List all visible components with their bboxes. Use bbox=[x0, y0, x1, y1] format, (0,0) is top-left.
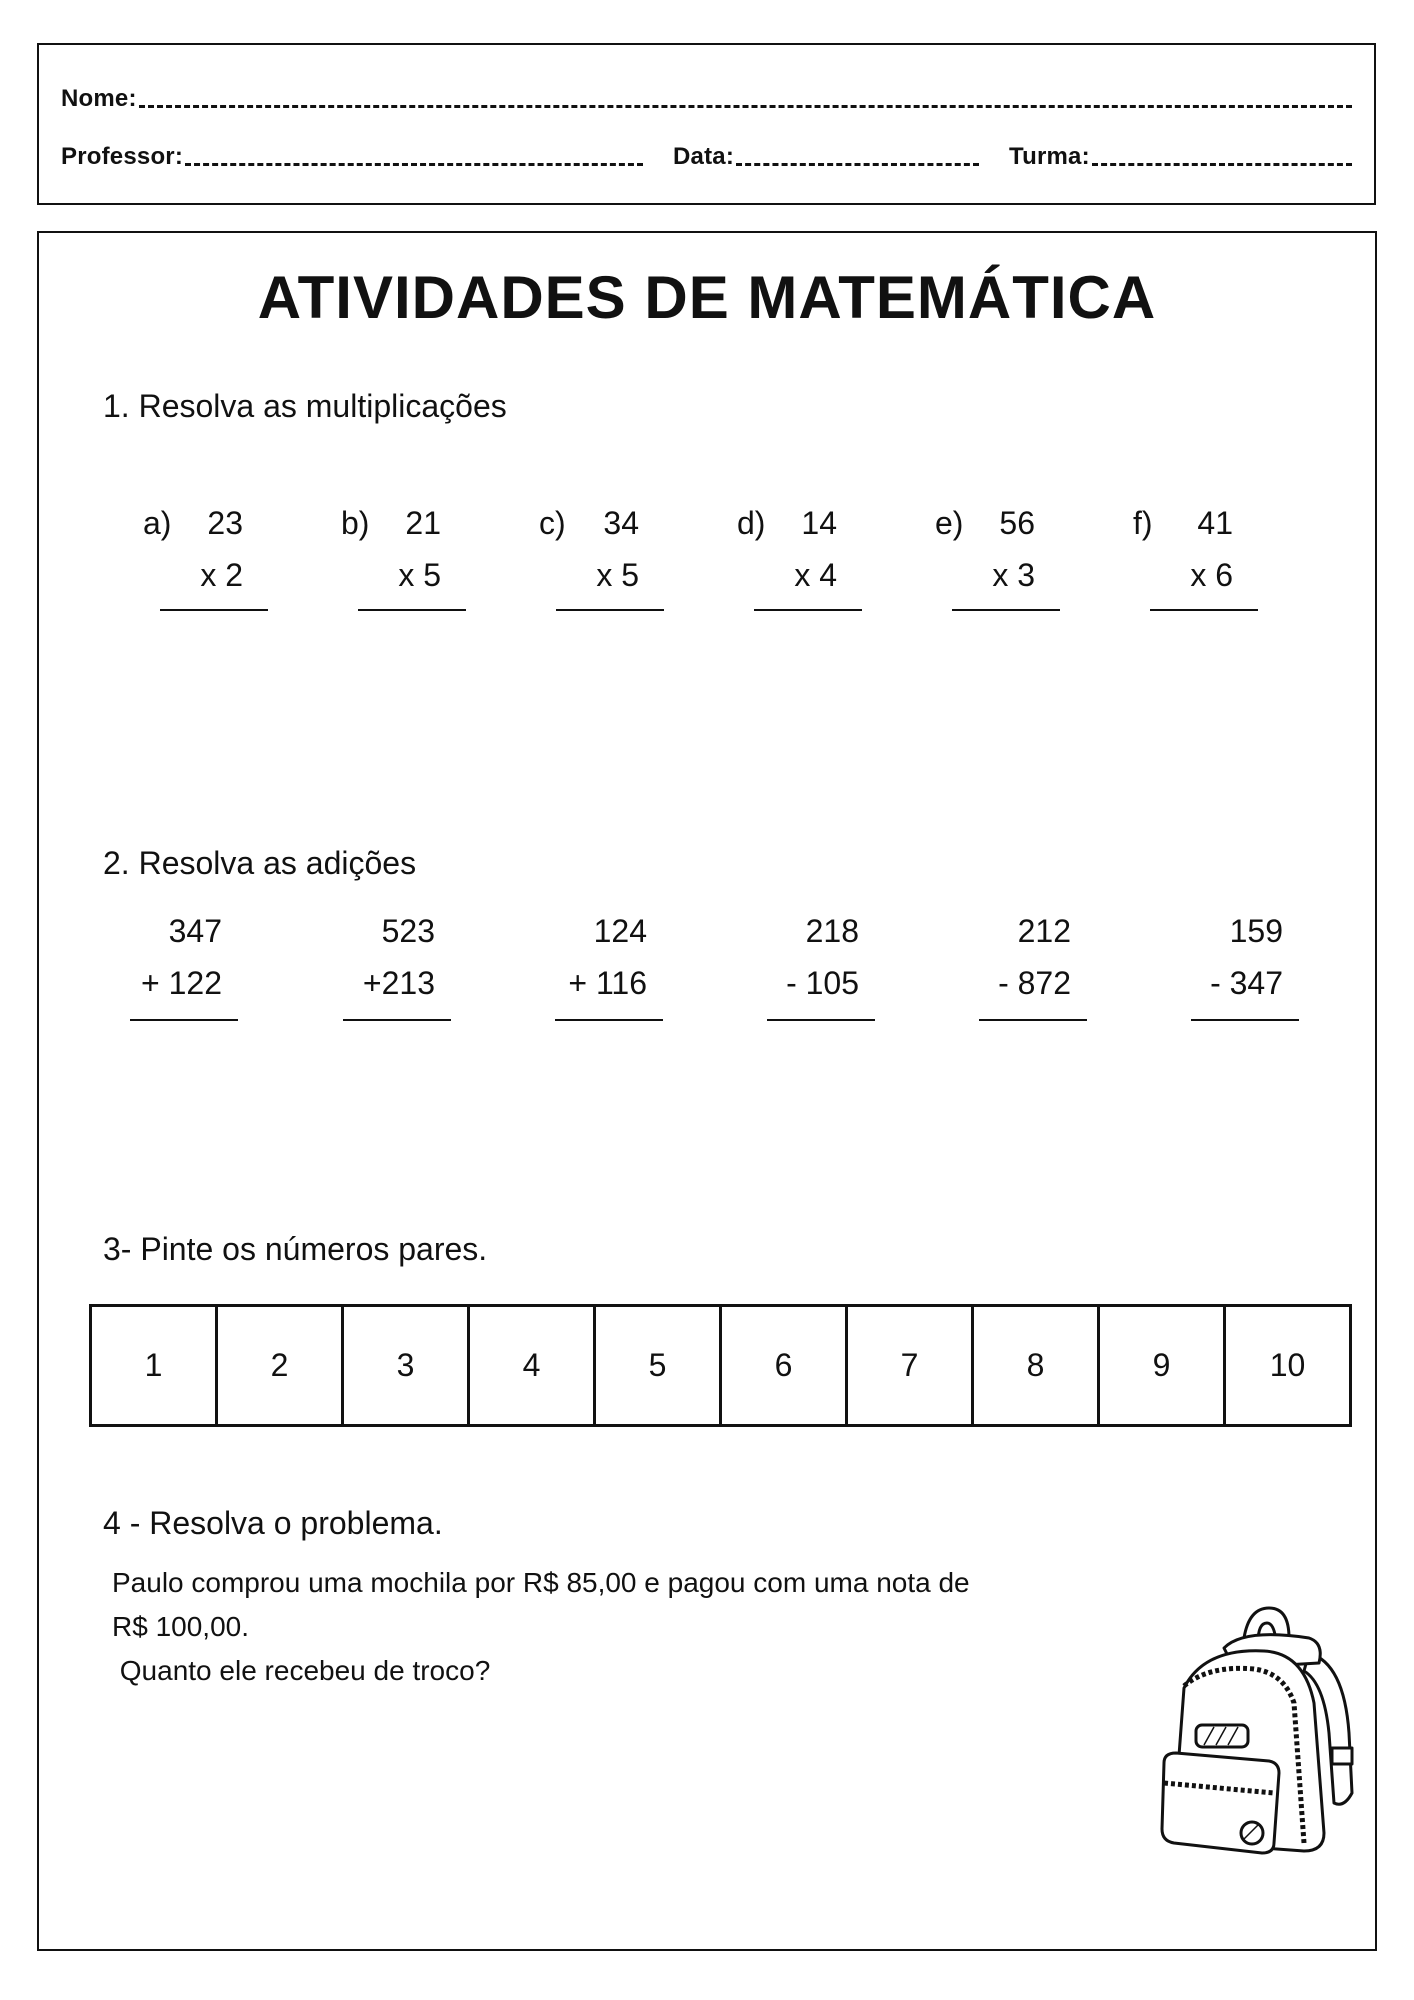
answer-line bbox=[1191, 1019, 1299, 1021]
nome-label: Nome: bbox=[61, 85, 137, 112]
answer-line bbox=[343, 1019, 451, 1021]
turma-blank[interactable] bbox=[1092, 163, 1352, 166]
problem-letter: a) bbox=[143, 505, 172, 541]
multiplicand: 23 bbox=[207, 505, 243, 541]
answer-line bbox=[1150, 609, 1258, 611]
answer-line bbox=[952, 609, 1060, 611]
number-cell[interactable]: 8 bbox=[973, 1306, 1099, 1426]
answer-line bbox=[767, 1019, 875, 1021]
second-operand: - 347 bbox=[1210, 965, 1283, 1001]
multiplicand: 14 bbox=[801, 505, 837, 541]
section1-heading: 1. Resolva as multiplicações bbox=[103, 388, 507, 424]
multiplicand: 34 bbox=[603, 505, 639, 541]
nome-blank[interactable] bbox=[139, 105, 1352, 108]
first-operand: 159 bbox=[1229, 913, 1283, 949]
section4-heading: 4 - Resolva o problema. bbox=[103, 1505, 443, 1541]
number-cell[interactable]: 4 bbox=[469, 1306, 595, 1426]
data-label: Data: bbox=[673, 143, 735, 170]
multiplication-problem-a bbox=[143, 505, 273, 615]
answer-line bbox=[754, 609, 862, 611]
problem-question: Quanto ele recebeu de troco? bbox=[112, 1655, 491, 1686]
answer-line bbox=[556, 609, 664, 611]
multiplier: x 5 bbox=[596, 557, 639, 593]
multiplication-problem-b bbox=[341, 505, 471, 615]
professor-field[interactable] bbox=[61, 143, 643, 171]
addition-problem-2 bbox=[339, 913, 459, 1023]
first-operand: 124 bbox=[593, 913, 647, 949]
problem-letter: c) bbox=[539, 505, 566, 541]
subtraction-problem-4 bbox=[763, 913, 883, 1023]
multiplier: x 4 bbox=[794, 557, 837, 593]
first-operand: 218 bbox=[805, 913, 859, 949]
answer-line bbox=[358, 609, 466, 611]
word-problem bbox=[112, 1561, 970, 1693]
number-cell[interactable]: 9 bbox=[1099, 1306, 1225, 1426]
multiplier: x 5 bbox=[398, 557, 441, 593]
answer-line bbox=[160, 609, 268, 611]
turma-field[interactable] bbox=[1009, 143, 1352, 171]
nome-field[interactable] bbox=[61, 85, 1352, 113]
professor-blank[interactable] bbox=[185, 163, 643, 166]
student-info-box bbox=[37, 43, 1376, 205]
multiplication-problem-d bbox=[737, 505, 867, 615]
multiplier: x 3 bbox=[992, 557, 1035, 593]
section3-heading: 3- Pinte os números pares. bbox=[103, 1231, 488, 1267]
multiplier: x 2 bbox=[200, 557, 243, 593]
second-operand: - 872 bbox=[998, 965, 1071, 1001]
number-cell[interactable]: 6 bbox=[721, 1306, 847, 1426]
multiplication-problem-f bbox=[1133, 505, 1263, 615]
number-cell[interactable]: 2 bbox=[217, 1306, 343, 1426]
first-operand: 347 bbox=[168, 913, 222, 949]
second-operand: - 105 bbox=[786, 965, 859, 1001]
number-cell[interactable]: 10 bbox=[1225, 1306, 1351, 1426]
second-operand: + 116 bbox=[568, 965, 647, 1001]
answer-line bbox=[555, 1019, 663, 1021]
numbers-grid bbox=[89, 1304, 1352, 1427]
multiplication-problem-c bbox=[539, 505, 669, 615]
subtraction-problem-5 bbox=[975, 913, 1095, 1023]
info-row bbox=[61, 143, 1352, 171]
multiplicand: 41 bbox=[1197, 505, 1233, 541]
problem-letter: f) bbox=[1133, 505, 1153, 541]
multiplier: x 6 bbox=[1190, 557, 1233, 593]
number-cell[interactable]: 7 bbox=[847, 1306, 973, 1426]
second-operand: +213 bbox=[362, 965, 435, 1001]
data-field[interactable] bbox=[673, 143, 979, 171]
addition-problem-1 bbox=[126, 913, 246, 1023]
professor-label: Professor: bbox=[61, 143, 184, 170]
multiplicand: 21 bbox=[405, 505, 441, 541]
multiplicand: 56 bbox=[999, 505, 1035, 541]
subtraction-problem-6 bbox=[1187, 913, 1307, 1023]
number-cell[interactable]: 1 bbox=[91, 1306, 217, 1426]
answer-line bbox=[130, 1019, 238, 1021]
first-operand: 523 bbox=[381, 913, 435, 949]
multiplication-problem-e bbox=[935, 505, 1065, 615]
first-operand: 212 bbox=[1017, 913, 1071, 949]
turma-label: Turma: bbox=[1009, 143, 1090, 170]
number-cell[interactable]: 3 bbox=[343, 1306, 469, 1426]
data-blank[interactable] bbox=[736, 163, 979, 166]
backpack-icon bbox=[1144, 1593, 1394, 1873]
section2-heading: 2. Resolva as adições bbox=[103, 845, 417, 881]
problem-letter: b) bbox=[341, 505, 370, 541]
problem-line-1: Paulo comprou uma mochila por R$ 85,00 e pagou com uma nota de bbox=[112, 1567, 970, 1598]
problem-line-2: R$ 100,00. bbox=[112, 1611, 249, 1642]
addition-problem-3 bbox=[551, 913, 671, 1023]
problem-letter: e) bbox=[935, 505, 964, 541]
page-title: ATIVIDADES DE MATEMÁTICA bbox=[257, 264, 1157, 331]
second-operand: + 122 bbox=[141, 965, 222, 1001]
problem-letter: d) bbox=[737, 505, 766, 541]
worksheet-body bbox=[37, 231, 1377, 1951]
answer-line bbox=[979, 1019, 1087, 1021]
number-cell[interactable]: 5 bbox=[595, 1306, 721, 1426]
